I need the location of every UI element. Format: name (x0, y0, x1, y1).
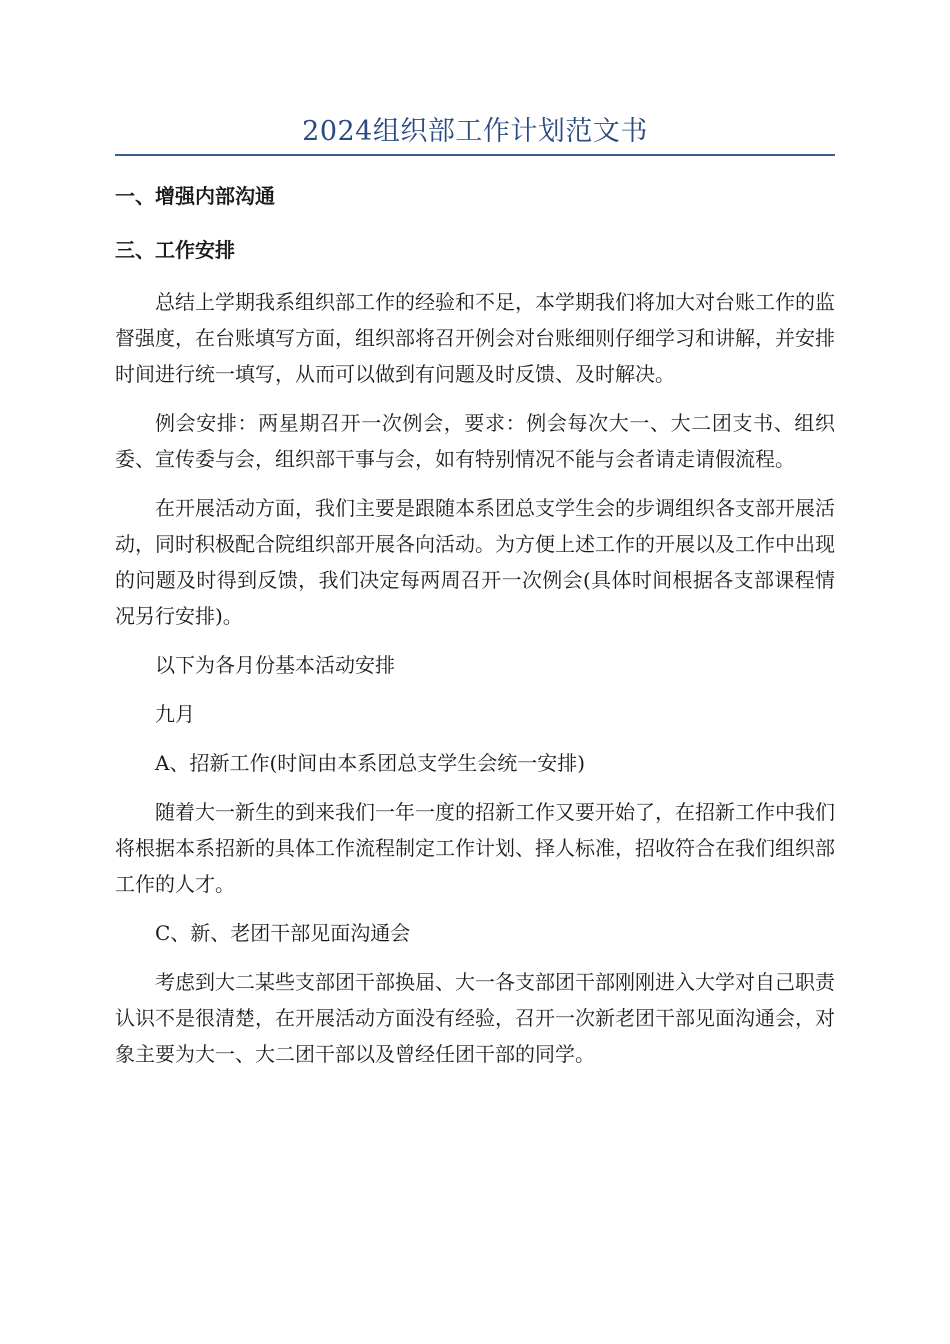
paragraph-activities: 在开展活动方面，我们主要是跟随本系团总支学生会的步调组织各支部开展活动，同时积极配合院组织部开展各向活动。为方便上述工作的开展以及工作中出现的问题及时得到反馈，我们决定每两周召开一次例会(具体时间根据各支部课程情况另行安排)。 (115, 496, 835, 628)
section-heading-3: 三、工作安排 (115, 238, 235, 262)
paragraph-ledger: 总结上学期我系组织部工作的经验和不足，本学期我们将加大对台账工作的监督强度，在台账填写方面，组织部将召开例会对台账细则仔细学习和讲解，并安排时间进行统一填写，从而可以做到有问题及时反馈、及时解决。 (115, 290, 835, 386)
paragraph-monthly-intro: 以下为各月份基本活动安排 (155, 653, 395, 677)
paragraph-recruit: 随着大一新生的到来我们一年一度的招新工作又要开始了，在招新工作中我们将根据本系招新的具体工作流程制定工作计划、择人标准，招收符合在我们组织部工作的人才。 (115, 800, 835, 896)
paragraph-september: 九月 (155, 702, 195, 726)
title-underline (115, 154, 835, 156)
paragraph-recruit-heading: A、招新工作(时间由本系团总支学生会统一安排) (155, 751, 586, 775)
paragraph-meeting-heading: C、新、老团干部见面沟通会 (155, 921, 411, 945)
document-title: 2024组织部工作计划范文书 (302, 116, 648, 147)
paragraph-cadre-meeting: 考虑到大二某些支部团干部换届、大一各支部团干部刚刚进入大学对自己职责认识不是很清楚，在开展活动方面没有经验，召开一次新老团干部见面沟通会，对象主要为大一、大二团干部以及曾经任团干部的同学。 (115, 970, 835, 1066)
section-heading-1: 一、增强内部沟通 (115, 184, 275, 208)
document-body (115, 172, 835, 1072)
paragraph-meeting: 例会安排：两星期召开一次例会，要求：例会每次大一、大二团支书、组织委、宣传委与会，组织部干事与会，如有特别情况不能与会者请走请假流程。 (115, 411, 835, 471)
